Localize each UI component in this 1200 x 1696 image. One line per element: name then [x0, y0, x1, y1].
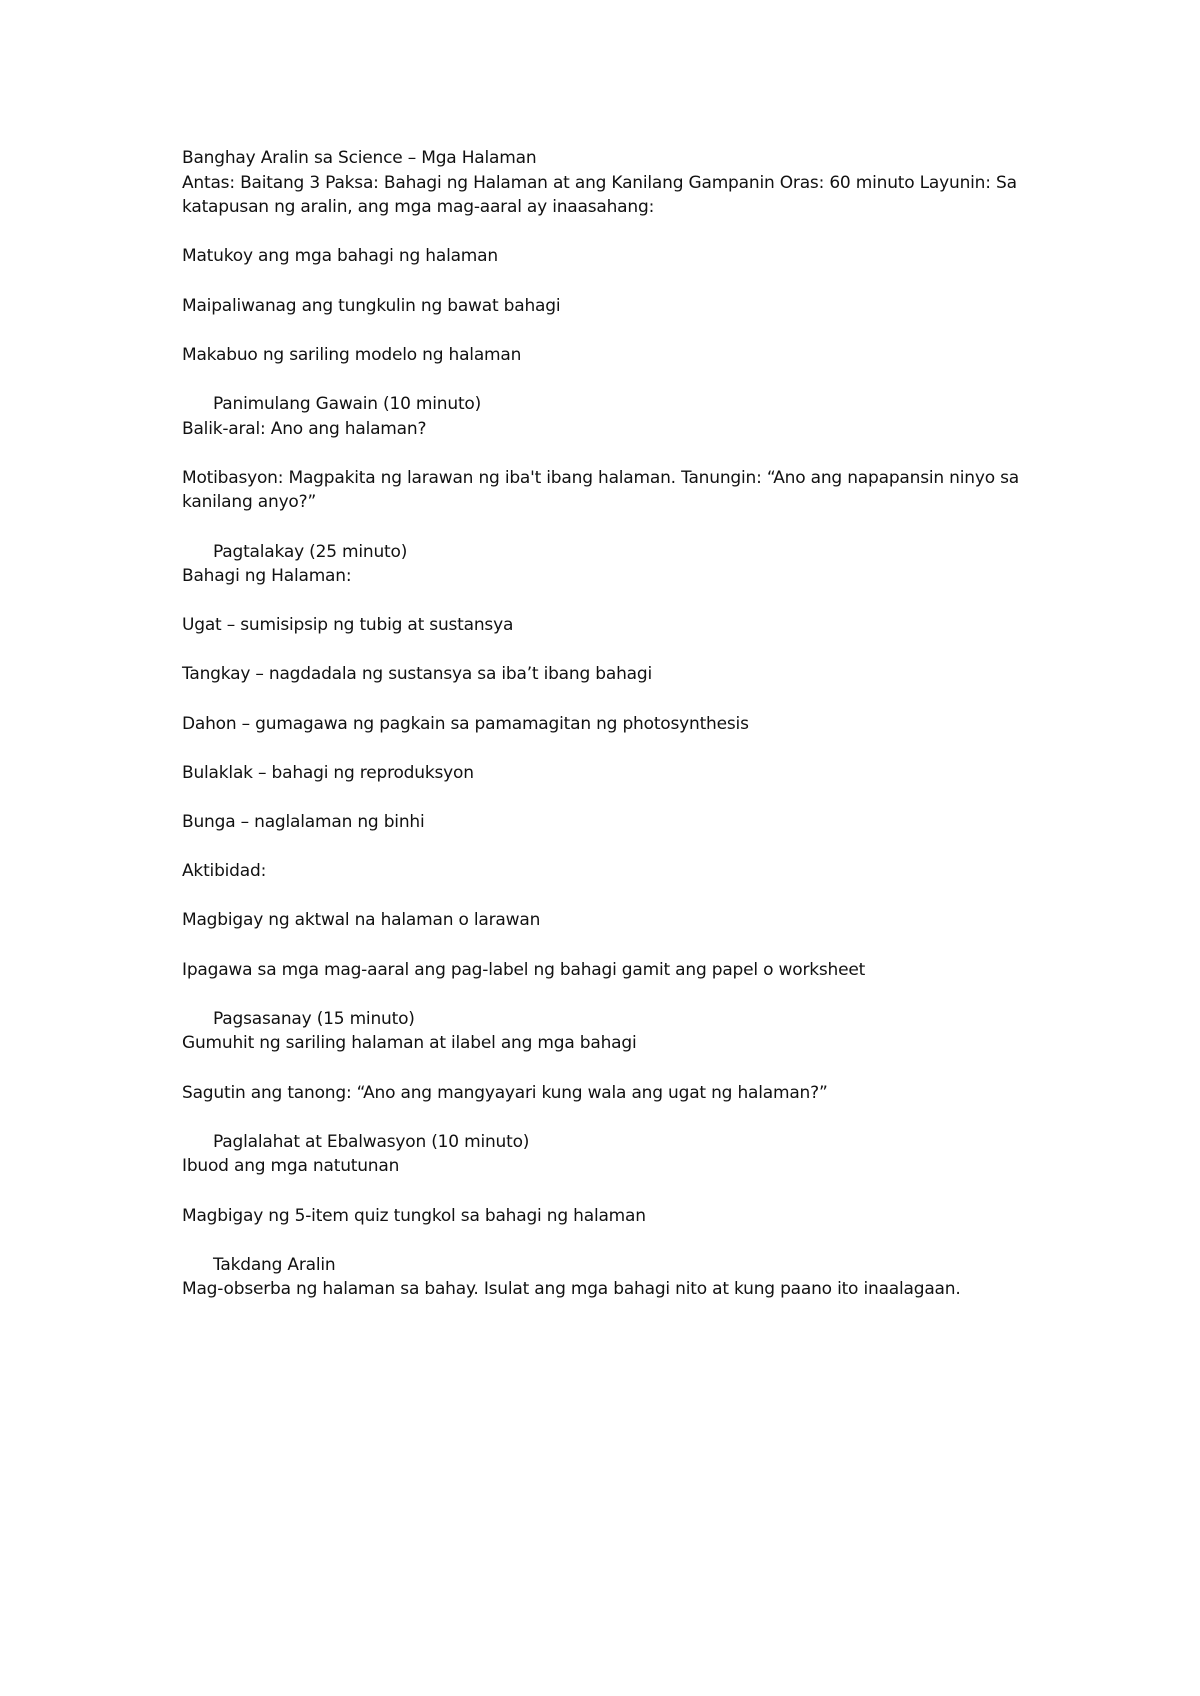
plant-part-item: Dahon – gumagawa ng pagkain sa pamamagitan ng photosynthesis	[182, 713, 749, 734]
pagsasanay-item: Gumuhit ng sariling halaman at ilabel ang mga bahagi	[182, 1033, 637, 1054]
plant-part-item: Tangkay – nagdadala ng sustansya sa iba’t ibang bahagi	[182, 664, 652, 685]
document-title: Banghay Aralin sa Science – Mga Halaman	[182, 148, 537, 168]
aktibidad-item: Ipagawa sa mga mag-aaral ang pag-label ng bahagi gamit ang papel o worksheet	[182, 959, 866, 980]
aktibidad-label: Aktibidad:	[182, 861, 267, 882]
plant-part-item: Bunga – naglalaman ng binhi	[182, 812, 425, 833]
paglalahat-item: Ibuod ang mga natutunan	[182, 1156, 400, 1177]
plant-part-item: Ugat – sumisipsip ng tubig at sustansya	[182, 615, 514, 636]
pagtalakay-subheading: Bahagi ng Halaman:	[182, 566, 352, 587]
pagsasanay-item: Sagutin ang tanong: “Ano ang mangyayari kung wala ang ugat ng halaman?”	[182, 1082, 828, 1103]
takdang-aralin-text: Mag-obserba ng halaman sa bahay. Isulat ang mga bahagi nito at kung paano ito inaalagaan.	[182, 1279, 961, 1300]
aktibidad-item: Magbigay ng aktwal na halaman o larawan	[182, 910, 541, 931]
section-heading-paglalahat: Paglalahat at Ebalwasyon (10 minuto)	[213, 1131, 530, 1152]
paglalahat-item: Magbigay ng 5-item quiz tungkol sa bahagi ng halaman	[182, 1205, 646, 1226]
objective-item: Maipaliwanag ang tungkulin ng bawat bahagi	[182, 295, 561, 316]
motibasyon-text: Motibasyon: Magpakita ng larawan ng iba't ibang halaman. Tanungin: “Ano ang napapansin ninyo sa kanilang anyo?”	[182, 467, 1019, 513]
section-heading-pagsasanay: Pagsasanay (15 minuto)	[213, 1008, 415, 1029]
objective-item: Makabuo ng sariling modelo ng halaman	[182, 344, 522, 365]
section-heading-pagtalakay: Pagtalakay (25 minuto)	[213, 541, 408, 562]
intro-paragraph: Antas: Baitang 3 Paksa: Bahagi ng Halaman at ang Kanilang Gampanin Oras: 60 minuto Layunin: Sa katapusan ng aralin, ang mga mag-aaral ay inaasahang:	[182, 172, 1017, 218]
objective-item: Matukoy ang mga bahagi ng halaman	[182, 246, 498, 267]
document-page	[182, 146, 1042, 1302]
section-heading-takdang-aralin: Takdang Aralin	[213, 1254, 336, 1275]
plant-part-item: Bulaklak – bahagi ng reproduksyon	[182, 762, 474, 783]
balik-aral-text: Balik-aral: Ano ang halaman?	[182, 418, 427, 439]
section-heading-panimula: Panimulang Gawain (10 minuto)	[213, 393, 482, 414]
